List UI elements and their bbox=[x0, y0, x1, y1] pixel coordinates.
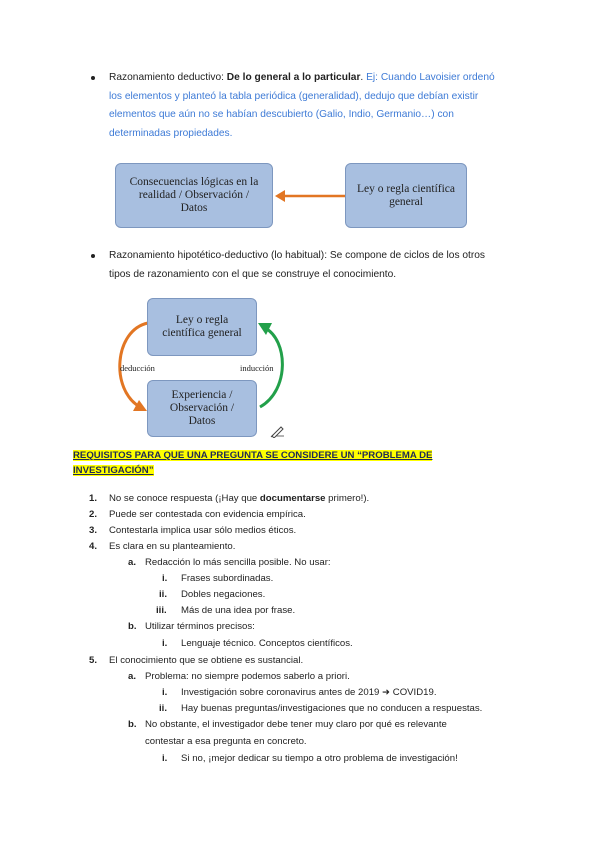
cycle-top-line-2: científica general bbox=[162, 327, 242, 339]
hypothetical-line-1: Razonamiento hipotético-deductivo (lo habitual): Se compone de ciclos de los otros bbox=[109, 250, 486, 261]
deductive-dot: . bbox=[360, 72, 367, 83]
list-number: 3. bbox=[89, 525, 98, 536]
list-letter: b. bbox=[128, 621, 137, 632]
heading-line-2 bbox=[73, 463, 543, 478]
deductive-line-1 bbox=[109, 69, 549, 88]
list-item: Dobles negaciones. bbox=[181, 589, 266, 600]
heading-text-2: INVESTIGACIÓN” bbox=[73, 465, 154, 476]
diagram1-left-box bbox=[115, 163, 273, 228]
list-item-bold: documentarse bbox=[259, 493, 326, 504]
list-item: Puede ser contestada con evidencia empírica. bbox=[109, 509, 306, 520]
diagram1-right-line-2: general bbox=[389, 195, 423, 208]
heading-text-1: REQUISITOS PARA QUE UNA PREGUNTA SE CONSIDERE UN “PROBLEMA DE bbox=[73, 450, 433, 461]
diagram1-left-line-1: Consecuencias lógicas en la bbox=[129, 176, 259, 188]
hypothetical-line-2: tipos de razonamiento con el que se construye el conocimiento. bbox=[109, 268, 397, 280]
list-roman: i. bbox=[162, 638, 168, 649]
diagram1-right-line-1: Ley o regla científica bbox=[356, 182, 455, 195]
list-roman: i. bbox=[162, 573, 168, 584]
list-item: Lenguaje técnico. Conceptos científicos. bbox=[181, 638, 353, 649]
list-item-text: No se conoce respuesta (¡Hay que bbox=[109, 493, 260, 504]
deductive-paragraph bbox=[109, 69, 549, 143]
cycle-top-line-1: Ley o regla bbox=[175, 314, 229, 326]
diagram1-left-line-3: Datos bbox=[180, 202, 208, 214]
list-number: 5. bbox=[89, 655, 98, 666]
list-number: 4. bbox=[89, 541, 98, 552]
deductive-example-2: los elementos y planteó la tabla periódica (generalidad), dedujo que debían existir bbox=[109, 90, 479, 102]
diagram1-arrow bbox=[273, 186, 345, 206]
diagram1-left-line-2: realidad / Observación / bbox=[138, 189, 250, 201]
deductive-example-1: Ej: Cuando Lavoisier ordenó bbox=[366, 72, 495, 83]
list-roman: iii. bbox=[156, 605, 167, 616]
list-item: El conocimiento que se obtiene es sustancial. bbox=[109, 655, 304, 666]
deductive-bold: De lo general a lo particular bbox=[226, 72, 361, 83]
list-item: No obstante, el investigador debe tener muy claro por qué es relevante bbox=[145, 719, 447, 730]
list-item: Si no, ¡mejor dedicar su tiempo a otro problema de investigación! bbox=[181, 753, 458, 764]
deductive-example-3: elementos que aún no se habían descubierto (Galio, Indio, Germanio…) con bbox=[109, 109, 454, 120]
requirements-heading bbox=[73, 448, 543, 478]
list-roman: ii. bbox=[159, 703, 167, 714]
list-item: Frases subordinadas. bbox=[181, 573, 274, 584]
list-number: 2. bbox=[89, 509, 98, 520]
list-roman: ii. bbox=[159, 589, 167, 600]
list-item: Es clara en su planteamiento. bbox=[109, 541, 236, 552]
cycle-bottom-line-1: Experiencia / bbox=[171, 389, 233, 401]
hypothetical-paragraph bbox=[109, 247, 549, 284]
bullet-dot bbox=[91, 254, 95, 258]
list-item: Hay buenas preguntas/investigaciones que no conducen a respuestas. bbox=[181, 703, 483, 714]
list-item: Utilizar términos precisos: bbox=[145, 621, 255, 632]
list-item-continued: contestar a esa pregunta en concreto. bbox=[145, 736, 307, 747]
list-item: Redacción lo más sencilla posible. No usar: bbox=[145, 557, 331, 568]
heading-line-1 bbox=[73, 448, 543, 463]
list-roman: i. bbox=[162, 753, 168, 764]
deduction-label: deducción bbox=[120, 363, 155, 373]
list-letter: b. bbox=[128, 719, 137, 730]
cycle-bottom-line-3: Datos bbox=[188, 415, 216, 427]
edit-pen-icon bbox=[270, 424, 286, 438]
induction-label: inducción bbox=[240, 363, 274, 373]
list-item bbox=[109, 491, 369, 507]
list-item: Contestarla implica usar sólo medios éticos. bbox=[109, 525, 297, 536]
cycle-bottom-line-2: Observación / bbox=[169, 402, 235, 414]
list-item-text: primero!). bbox=[325, 493, 370, 504]
list-item: Investigación sobre coronavirus antes de 2019 ➜ COVID19. bbox=[181, 687, 437, 698]
deductive-example-4: determinadas propiedades. bbox=[109, 127, 233, 139]
list-number: 1. bbox=[89, 493, 98, 504]
list-roman: i. bbox=[162, 687, 168, 698]
list-item: Problema: no siempre podemos saberlo a priori. bbox=[145, 671, 350, 682]
cycle-bottom-box bbox=[147, 380, 257, 437]
deductive-prefix: Razonamiento deductivo: bbox=[109, 72, 227, 83]
bullet-dot bbox=[91, 76, 95, 80]
list-letter: a. bbox=[128, 671, 137, 682]
cycle-top-box bbox=[147, 298, 257, 356]
list-letter: a. bbox=[128, 557, 137, 568]
diagram1-right-box bbox=[345, 163, 467, 228]
list-item: Más de una idea por frase. bbox=[181, 605, 296, 616]
